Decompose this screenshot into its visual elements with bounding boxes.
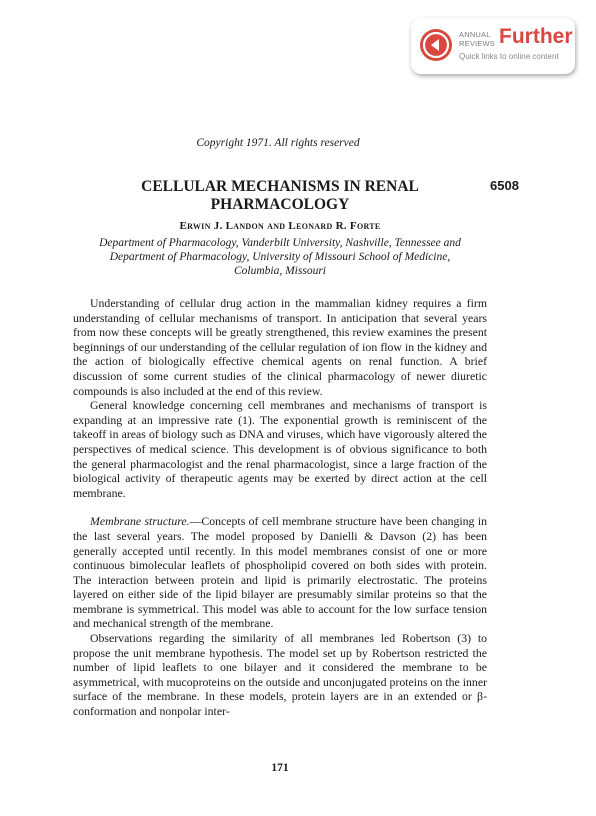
membrane-structure-text: —Concepts of cell membrane structure have been changing in the last several years. The model proposed by Danielli & Davson (2) has been generally accepted until recently. In this model membranes consist of one or more continuous bimolecular leaflets of phospholipid covered on both sides with protein. The interaction between protein and lipid is primarily electrostatic. The proteins layered on either side of the lipid bilayer are presumably similar proteins so that the membrane is symmetrical. This model was able to account for the low surface tension and mechanical strength of the membrane. — [73, 514, 487, 631]
authors: Erwin J. Landon and Leonard R. Forte — [179, 220, 381, 232]
further-quick-links-banner[interactable] — [411, 18, 575, 74]
annual-label: ANNUAL — [459, 30, 491, 39]
paragraph-general-knowledge: General knowledge concerning cell membranes and mechanisms of transport is expanding at an impressive rate (1). The exponential growth is reminiscent of the takeoff in areas of biology such as DNA and viruses, which have vigorously altered the perspectives of medical science. This development is of obvious significance to both the general pharmacologist and the renal pharmacologist, since a large fraction of the biological activity of therapeutic agents may be exerted by direct action at the cell membrane. — [73, 398, 487, 500]
affiliation-line-2: Department of Pharmacology, University of Missouri School of Medicine, — [109, 251, 451, 263]
paragraph-unit-membrane: Observations regarding the similarity of all membranes led Robertson (3) to propose the unit membrane hypothesis. The model set up by Robertson restricted the number of lipid leaflets to one bilayer and it considered the membrane to be asymmetrical, with mucoproteins on the outside and unconjugated proteins on the inner surface of the membrane. In these models, protein layers are in an extended or β-conformation and nonpolar inter- — [73, 631, 487, 719]
title-line-1: CELLULAR MECHANISMS IN RENAL — [141, 178, 419, 195]
section-heading-membrane-structure: Membrane structure. — [90, 514, 190, 529]
affiliation-line-3: Columbia, Missouri — [233, 265, 326, 277]
copyright-notice: Copyright 1971. All rights reserved — [196, 137, 360, 149]
page-number: 171 — [271, 762, 289, 774]
quick-links-label: Quick links to online content — [459, 52, 559, 61]
annual-reviews-logo-text — [459, 31, 499, 48]
paragraph-intro: Understanding of cellular drug action in the mammalian kidney requires a firm understanding of cellular mechanisms of transport. In anticipation that several years from now these concepts will be greatly strengthened, this review examines the present beginnings of our understanding of the cellular regulation of ion flow in the kidney and the action of biologically effective chemical agents on renal function. A brief discussion of some current studies of the clinical pharmacology of newer diuretic compounds is also included at the end of this review. — [73, 296, 487, 398]
further-label: Further — [499, 25, 573, 48]
title-line-2: PHARMACOLOGY — [210, 196, 350, 213]
reviews-label: REVIEWS — [459, 38, 495, 48]
article-body — [73, 296, 487, 719]
affiliation-line-1: Department of Pharmacology, Vanderbilt University, Nashville, Tennessee and — [99, 237, 461, 249]
paragraph-membrane-structure — [73, 514, 487, 631]
affiliation — [60, 236, 500, 278]
article-number: 6508 — [490, 178, 519, 193]
arrow-left-circle-icon — [420, 29, 452, 61]
article-title — [100, 178, 460, 214]
